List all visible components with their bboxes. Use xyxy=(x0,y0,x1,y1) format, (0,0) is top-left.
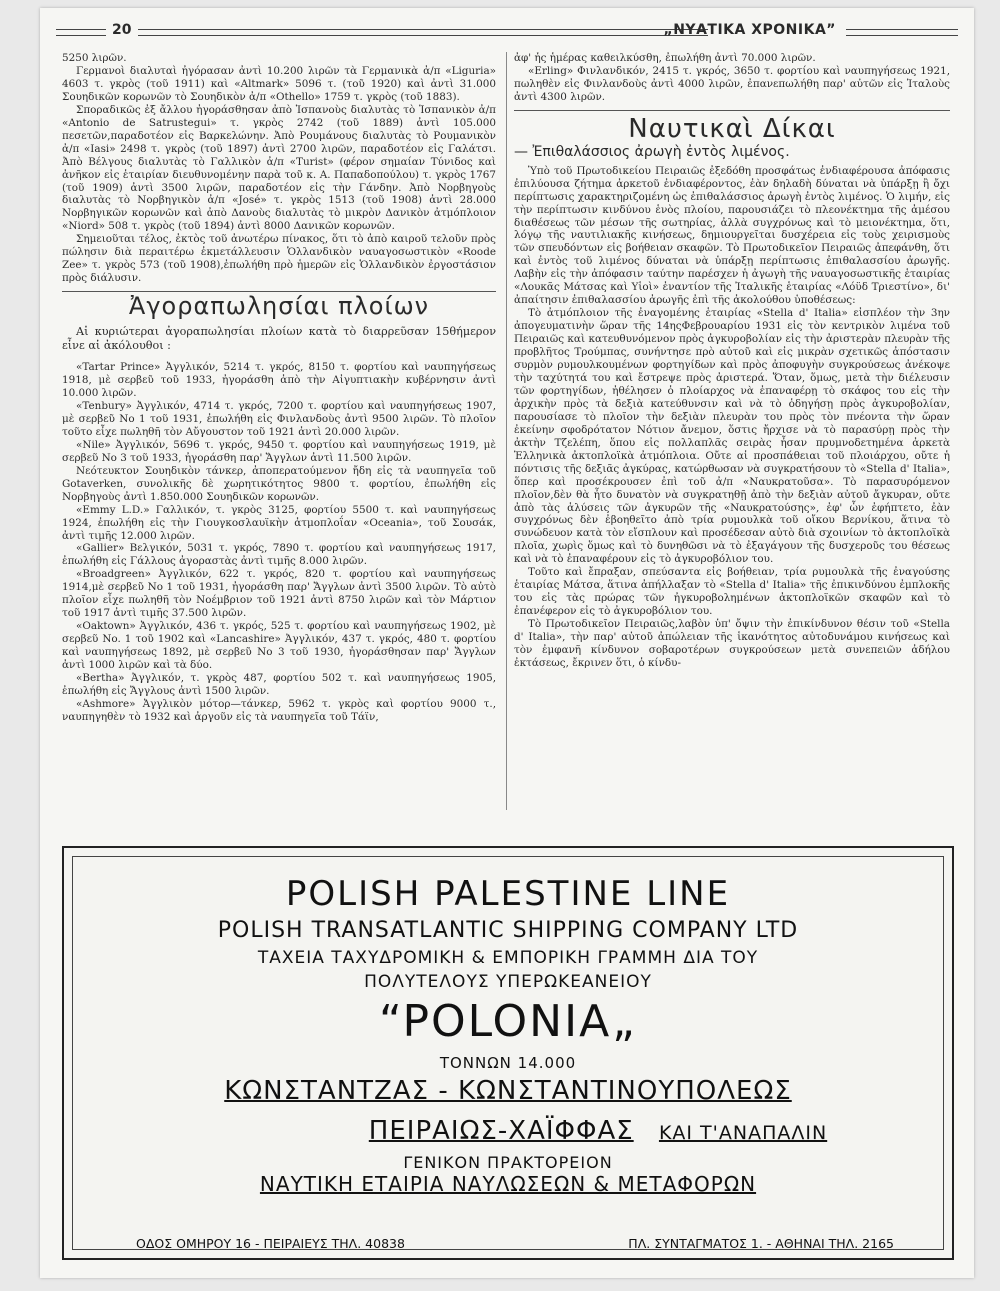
ad-line-agent-name: ΝΑΥΤΙΚΗ ΕΤΑΙΡΙΑ ΝΑΥΛΩΣΕΩΝ & ΜΕΤΑΦΟΡΩΝ xyxy=(259,1172,757,1196)
paragraph: Ὑπὸ τοῦ Πρωτοδικείου Πειραιῶς ἐξεδόθη προσφάτως ἐνδιαφέρουσα ἀπόφασις ἐπιλύουσα ζήτημα ἀρκετοῦ ἐνδιαφέροντος, ἐὰν δηλαδὴ δύναται νὰ ὑπάρξῃ ἢ ὄχι περίπτωσις χαρακτηριζομένη ὡς ἐπιθαλάσσιος ἀρωγὴ ἐντὸς λιμένος. Ὁ λιμήν, εἰς τὴν περίπτωσιν κινδύνου ἑνὸς πλοίου, παρουσιάζει τὸ πλεονέκτημα τῆς ἀμέσου διαθέσεως τῶν μέσων τῆς σωτηρίας, ἀλλὰ συγχρόνως καὶ τὸ μειονέκτημα, ὅτι, λόγῳ τῆς ναυτιλιακῆς κινήσεως, δημιουργεῖται δυσχέρεια εἰς τοὺς χειρισμοὺς τῶν σπευδόντων εἰς βοήθειαν σκαφῶν. Τὸ Πρωτοδικεῖον Πειραιῶς ἀπεφάνθη, ὅτι καὶ ἐντὸς τοῦ λιμένος δύναται νὰ ὑπάρξῃ περίπτωσις ἐπιθαλασσίου ἀρωγῆς. Λαβὴν εἰς τὴν ἀπόφασιν ταύτην παρέσχεν ἡ ἀγωγὴ τῆς ναυαγοσωστικῆς ἑταιρίας «Λουκᾶς Μάτσας καὶ Υἱοὶ» ἐναντίον τῆς Ἰταλικῆς ἑταιρίας «Λόϋδ Τριεστίνο», δι' ἀπαίτησιν ἐπιθαλασσίου ἀρωγῆς ἐπὶ τῆς ἀκολούθου ὑποθέσεως: xyxy=(514,164,950,307)
ad-line-service: ΤΑΧΕΙΑ ΤΑΧΥΔΡΟΜΙΚΗ & ΕΜΠΟΡΙΚΗ ΓΡΑΜΜΗ ΔΙΑ ΤΟΥ xyxy=(257,948,759,968)
ad-line-agency: ΓΕΝΙΚΟΝ ΠΡΑΚΤΟΡΕΙΟΝ xyxy=(403,1153,613,1172)
ad-route-piraeus-haifa: ΠΕΙΡΑΙΩΣ-ΧΑΪΦΦΑΣ xyxy=(368,1116,634,1146)
ad-line-tonnage: ΤΟΝΝΩΝ 14.000 xyxy=(439,1054,577,1072)
paragraph: Γερμανοὶ διαλυταὶ ἠγόρασαν ἀντὶ 10.200 λιρῶν τὰ Γερμανικὰ ἀ/π «Liguria» 4603 τ. γκρὸς (τοῦ 1911) καὶ «Altmark» 5096 τ. (τοῦ 1920) καὶ ἀντὶ 31.000 Σουηδικῶν κορωνῶν τὸ Σουηδικὸν ἀ/π «Othello» 1759 τ. γκρὸς (τοῦ 1883). xyxy=(62,64,496,103)
section-title-ship-sales: Ἀγοραπωλησίαι πλοίων xyxy=(128,292,430,321)
paragraph: ἀφ' ἧς ἡμέρας καθειλκύσθη, ἐπωλήθη ἀντὶ 70.000 λιρῶν. xyxy=(514,52,816,64)
sale-item: «Nile» Ἀγγλικόν, 5696 τ. γκρός, 9450 τ. φορτίου καὶ ναυπηγήσεως 1919, μὲ σερβεῦ No 3 τοῦ 1933, ἠγοράσθη παρ' Ἄγγλων ἀντὶ 11.500 λιρῶν. xyxy=(62,438,496,464)
ad-line-ship-name: “POLONIA„ xyxy=(379,996,637,1047)
sale-item: «Broadgreen» Ἀγγλικόν, 622 τ. γκρός, 820 τ. φορτίου καὶ ναυπηγήσεως 1914,μὲ σερβεῦ No 1 τοῦ 1931, ἠγοράσθη παρ' Ἄγγλων ἀντὶ 3500 λιρῶν. Τὸ αὐτὸ πλοῖον εἶχε πωληθῆ τὸν Νοέμβριον τοῦ 1921 ἀντὶ 8750 λιρῶν καὶ τὸν Μάρτιον τοῦ 1917 ἀντὶ τιμῆς 37.500 λιρῶν. xyxy=(62,568,496,620)
paragraph: 5250 λιρῶν. xyxy=(62,52,127,64)
sale-item: «Tartar Prince» Ἀγγλικόν, 5214 τ. γκρός, 8150 τ. φορτίου καὶ ναυπηγήσεως 1918, μὲ σερβεῦ τοῦ 1933, ἠγοράσθη ἀπὸ τὴν Αἰγυπτιακὴν κυβέρνησιν ἀντὶ 10.000 λιρῶν. xyxy=(62,361,496,400)
column-divider xyxy=(506,52,507,810)
header-rule-middle xyxy=(138,29,708,36)
paragraph: «Erling» Φινλανδικόν, 2415 τ. γκρός, 3650 τ. φορτίου καὶ ναυπηγήσεως 1921, πωληθὲν εἰς Φινλανδοὺς ἀντὶ 4000 λιρῶν, ἐπανεπωλήθη παρ' αὐτῶν εἰς Ἰταλοὺς ἀντὶ 4300 λιρῶν. xyxy=(514,64,950,103)
header-rule-left xyxy=(56,29,106,36)
section-title-maritime-cases: Ναυτικαὶ Δίκαι xyxy=(628,113,836,144)
sale-item: «Oaktown» Ἀγγλικόν, 436 τ. γκρός, 525 τ. φορτίου καὶ ναυπηγήσεως 1902, μὲ σερβεῦ No. 1 τοῦ 1902 καὶ «Lancashire» Ἀγγλικόν, 437 τ. γκρός, 480 τ. φορτίου καὶ ναυπηγήσεως 1892, μὲ σερβεῦ No 3 τοῦ 1930, ἠγοράσθησαν παρ' Ἄγγλων ἀντὶ 1000 λιρῶν καὶ τὰ δύο. xyxy=(62,620,496,672)
sale-item: «Bertha» Ἀγγλικόν, τ. γκρὸς 487, φορτίου 502 τ. καὶ ναυπηγήσεως 1905, ἐπωλήθη εἰς Ἄγγλους ἀντὶ 1500 λιρῶν. xyxy=(62,671,496,697)
section-rule xyxy=(514,110,950,111)
sale-item: Νεότευκτον Σουηδικὸν τάνκερ, ἀποπερατούμενον ἤδη εἰς τὰ ναυπηγεῖα τοῦ Gotaverken, συνολικῆς δὲ χωρητικότητος 9800 τ. φορτίου, ἐπωλήθη εἰς Νορβηγοὺς ἀντὶ 1.850.000 Σουηδικῶν κορωνῶν. xyxy=(62,464,496,503)
paragraph: Σποραδικῶς ἐξ ἄλλου ἠγοράσθησαν ἀπὸ Ἱσπανοὺς διαλυτὰς τὸ Ἱσπανικὸν ἀ/π «Antonio de Satrustegui» τ. γκρὸς 2742 (τοῦ 1889) ἀντὶ 105.000 πεσετῶν,παραδοτέον εἰς Βαρκελώνην. Ἀπὸ Ρουμάνους διαλυτὰς τὸ Ρουμανικὸν ἀ/π «Iasi» 2498 τ. γκρὸς (τοῦ 1897) ἀντὶ 2700 λιρῶν, παραδοτέον εἰς Γαλάτσι. Ἀπὸ Βέλγους διαλυτὰς τὸ Γαλλικὸν ἀ/π «Turist» (φέρον σημαίαν Τύνιδος καὶ ἀνῆκον εἰς ἑταιρίαν διευθυνομένην παρὰ τοῦ κ. Α. Παπαδοπούλου) τ. γκρὸς 1767 (τοῦ 1909) ἀντὶ 3500 λιρῶν, παραδοτέον εἰς τὴν Γάνδην. Ἀπὸ Νορβηγοὺς διαλυτὰς τὸ Νορβηγικὸν ἀ/π «José» τ. γκρὸς 1513 (τοῦ 1908) ἀντὶ 28.000 Νορβηγικῶν κορωνῶν καὶ ἀπὸ Δανοὺς διαλυτὰς τὸ μικρὸν Δανικὸν ἀτμόπλοιον «Niord» 508 τ. γκρὸς (τοῦ 1894) ἀντὶ 8000 Δανικῶν κορωνῶν. xyxy=(62,103,496,233)
ad-line-subcompany: POLISH TRANSATLANTIC SHIPPING COMPANY LTD xyxy=(217,918,799,943)
page-header xyxy=(56,22,958,42)
paragraph: Σημειοῦται τέλος, ἐκτὸς τοῦ ἀνωτέρω πίνακος, ὅτι τὸ ἀπὸ καιροῦ τελοῦν πρὸς πώλησιν διὰ περαιτέρω ἐκμετάλλευσιν Ὁλλανδικὸν ναυαγοσωστικὸν «Roode Zee» τ. γκρὸς 573 (τοῦ 1908),ἐπωλήθη πρὸ ἡμερῶν εἰς Ὁλλανδικὸν ἐργοστάσιον πρὸς διάλυσιν. xyxy=(62,233,496,285)
ad-line-route-1: ΚΩΝΣΤΑΝΤΖΑΣ - ΚΩΝΣΤΑΝΤΙΝΟΥΠΟΛΕΩΣ xyxy=(224,1076,792,1106)
paragraph: Τοῦτο καὶ ἔπραξαν, σπεύσαντα εἰς βοήθειαν, τρία ρυμουλκὰ τῆς ἐναγούσης ἑταιρίας Μάτσα, ἅτινα ἀπήλλαξαν τὸ «Stella d' Italia» τῆς ἐπικινδύνου ἐμπλοκῆς του εἰς τὰς πρώρας τῶν ἠγκυροβολημένων ἀκτοπλοϊκῶν σκαφῶν καὶ τὸ ἐπανέφερον εἰς τὸ ἀγκυροβόλιον του. xyxy=(514,566,950,618)
sale-item: «Gallier» Βελγικόν, 5031 τ. γκρός, 7890 τ. φορτίου καὶ ναυπηγήσεως 1917, ἐπωλήθη εἰς Γάλλους ἀγοραστὰς ἀντὶ τιμῆς 8.000 λιρῶν. xyxy=(62,542,496,568)
left-column xyxy=(62,52,496,812)
header-rule-right xyxy=(846,29,958,36)
newspaper-page xyxy=(40,8,974,1278)
sale-item: «Ashmore» Ἀγγλικὸν μότορ—τάνκερ, 5962 τ. γκρὸς καὶ φορτίου 9000 τ., ναυπηγηθὲν τὸ 1932 καὶ ἀργοῦν εἰς τὰ ναυπηγεῖα τοῦ Τάϊν, xyxy=(62,697,496,723)
sale-item: «Emmy L.D.» Γαλλικόν, τ. γκρὸς 3125, φορτίου 5500 τ. καὶ ναυπηγήσεως 1924, ἐπωλήθη εἰς τὴν Γιουγκοσλαυϊκὴν ἀτμοπλοΐαν «Oceania», τοῦ Σουσάκ, ἀντὶ τιμῆς 12.000 λιρῶν. xyxy=(62,503,496,542)
advertisement-polish-palestine-line xyxy=(62,846,954,1260)
sale-item: «Tenbury» Ἀγγλικόν, 4714 τ. γκρός, 7200 τ. φορτίου καὶ ναυπηγήσεως 1907, μὲ σερβεῦ No 1 τοῦ 1931, ἐπωλήθη εἰς Φινλανδοὺς ἀντὶ 9500 λιρῶν. Τὸ πλοῖον τοῦτο εἶχε πωληθῆ τὸν Αὔγουστον τοῦ 1921 ἀντὶ 20.000 λιρῶν. xyxy=(62,399,496,438)
paragraph: Τὸ Πρωτοδικεῖον Πειραιῶς,λαβὸν ὑπ' ὄψιν τὴν ἐπικίνδυνον θέσιν τοῦ «Stella d' Italia», τὴν παρ' αὐτοῦ ἀπώλειαν τῆς ἱκανότητος αὐτοδυνάμου κινήσεως καὶ τὸν ἐμφανῆ κίνδυνον σοβαροτέρων συγκρούσεων μετὰ συνεπειῶν ἀδήλου ἐκτάσεως, ἔκρινεν ὅτι, ὁ κίνδυ- xyxy=(514,618,950,669)
article-subtitle: — Ἐπιθαλάσσιος ἀρωγὴ ἐντὸς λιμένος. xyxy=(514,143,790,160)
page-number: 20 xyxy=(112,22,132,38)
publication-title: „ΝΥΑΤΙΚΑ ΧΡΟΝΙΚΑ” xyxy=(663,22,836,38)
paragraph: Τὸ ἀτμόπλοιον τῆς ἐναγομένης ἑταιρίας «Stella d' Italia» εἰσπλέον τὴν 3ην ἀπογευματινὴν ὥραν τῆς 14ηςΦεβρουαρίου 1931 εἰς τὸν κεντρικὸν λιμένα τοῦ Πειραιῶς καὶ κατευθυνόμενον πρὸς ἀγκυροβολίαν εἰς τὴν ἀριστερὰν πλευρὰν τῆς προβλῆτος Τρούμπας, συνήντησε πρὸ αὐτοῦ καὶ εἰς μικρὰν σχετικῶς ἀπόστασιν συρμὸν ρυμουλκουμένων φορτηγίδων καὶ πρὸς ἀποφυγὴν συγκρούσεως ἀνέκοψε τὴν ταχύτητά του καὶ ἔστρεψε πρὸς ἀριστερά. Ὅταν, ὅμως, μετὰ τὴν διέλευσιν τῶν φορτηγίδων, ἠθέλησεν ὁ πλοίαρχος νὰ ἐπαναφέρῃ τὸ σκάφος του εἰς τὴν ἀρχικὴν πρὸς τὰ δεξιὰ κατεύθυνσιν καὶ νὰ τὸ ὁδηγήσῃ πρὸς ἀγκυροβολίαν, παρουσίασε τὸ πλοῖον τὴν δεξιὰν πλευρὰν του πρὸς τὸν πνέοντα τὴν ὥραν ἐκείνην σφοδρότατον Νότιον ἄνεμον, ὅστις ἤρχισε νὰ τὸ παρασύρῃ πρὸς τὴν ἀκτὴν Τζελέπη, ὅπου εἰς πολλαπλᾶς σειρὰς ἦσαν πρυμνοδετημένα ἀρκετὰ Ἑλληνικὰ ἀκτοπλοϊκὰ ἀτμόπλοια. Οὔτε αἱ προσπάθειαι τοῦ πλοιάρχου, οὔτε ἡ πόντισις τῆς δεξιᾶς ἀγκύρας, κατώρθωσαν νὰ συγκρατήσουν τὸ «Stella d' Italia», ὅπερ καὶ προσέκρουσεν ἐπὶ τοῦ ἀ/π «Ναυκρατοῦσα». Τὸ παρασυρόμενον πλοῖον,δὲν θὰ ἦτο δυνατὸν νὰ συγκρατηθῇ ἀπὸ τὴν δεξιὰν αὐτοῦ ἄγκυραν, οὔτε ἀπὸ τὰς ἁλύσεις τῶν ἀγκυρῶν τῆς «Ναυκρατούσης», ἐφ' ὧν ἐφήπτετο, ἐὰν συγχρόνως δὲν ἐβοηθεῖτο ἀπὸ τρία ρυμουλκὰ τοῦ οἴκου Βερνίκου, ἅτινα τὸ συνώδευον κατὰ τὸν εἴσπλουν καὶ προσέδεσαν αὐτὸ διὰ σχοινίων τὸ ἀκτοπλοϊκὰ πλοῖα, χωρὶς ὅμως καὶ τὸ δυνηθῶσι νὰ τὸ ἐξαγάγουν τῆς δυσχεροῦς του θέσεως καὶ νὰ τὸ ἐπαναφέρουν εἰς τὸ ἀγκυροβόλιον του. xyxy=(514,307,950,566)
right-column xyxy=(514,52,950,812)
ad-address-athens: ΠΛ. ΣΥΝΤΑΓΜΑΤΟΣ 1. - ΑΘΗΝΑΙ ΤΗΛ. 2165 xyxy=(628,1236,894,1251)
ad-route-return: ΚΑΙ Τ'ΑΝΑΠΑΛΙΝ xyxy=(658,1122,828,1144)
ad-address-piraeus: ΟΔΟΣ ΟΜΗΡΟΥ 16 - ΠΕΙΡΑΙΕΥΣ ΤΗΛ. 40838 xyxy=(136,1236,405,1251)
ad-line-route-2 xyxy=(64,1116,952,1146)
section-intro: Αἱ κυριώτεραι ἀγοραπωλησίαι πλοίων κατὰ τὸ διαρρεῦσαν 15θήμερον εἶνε αἱ ἀκόλουθοι : xyxy=(62,325,496,353)
ad-line-company: POLISH PALESTINE LINE xyxy=(285,874,731,914)
ad-line-liner: ΠΟΛΥΤΕΛΟΥΣ ΥΠΕΡΩΚΕΑΝΕΙΟΥ xyxy=(364,972,652,992)
